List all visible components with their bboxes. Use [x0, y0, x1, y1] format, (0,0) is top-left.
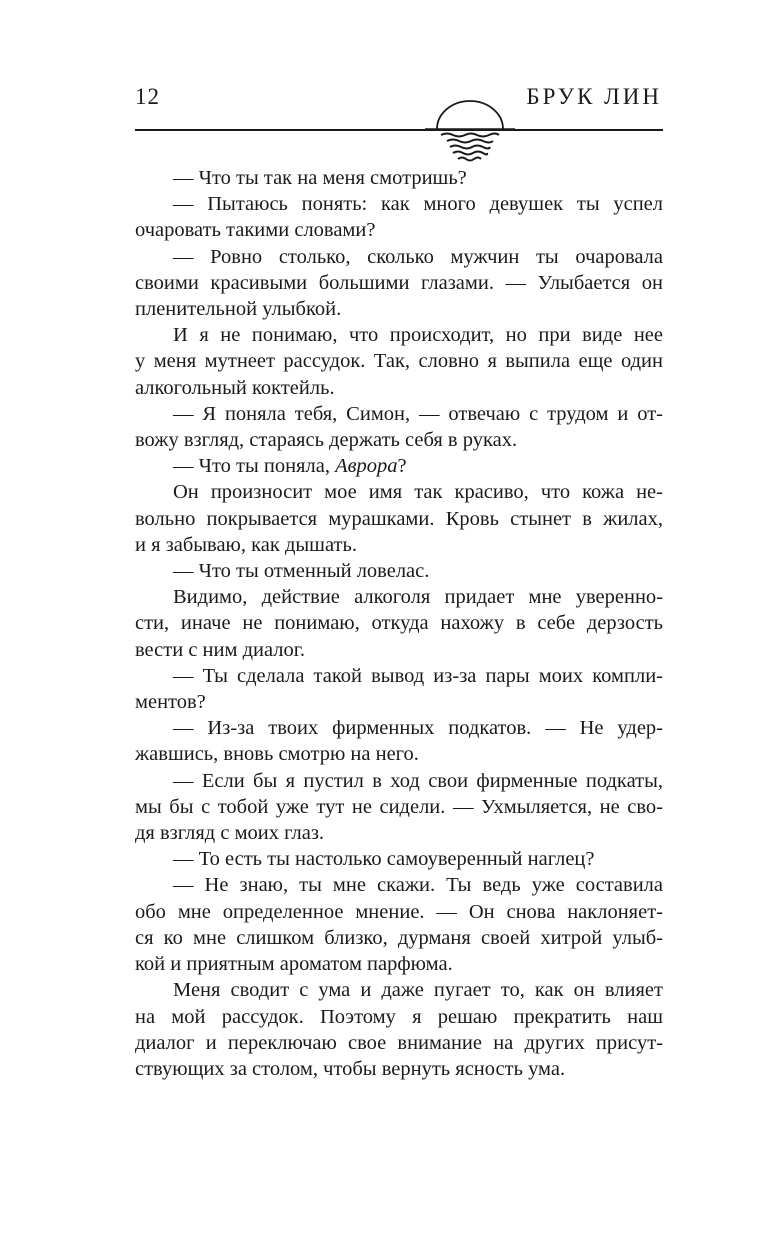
text-line: — Что ты так на меня смотришь?: [173, 167, 467, 189]
text-line: диалог и переключаю свое внимание на других присут-: [135, 1031, 663, 1054]
text-line: — Ровно столько, сколько мужчин ты очаровала: [173, 245, 663, 268]
text-line: сти, иначе не понимаю, откуда нахожу в себе дерзость: [135, 612, 663, 635]
running-head-author: БРУК ЛИН: [526, 84, 662, 109]
text-line: вести с ним диалог.: [135, 638, 305, 661]
text-line: Меня сводит с ума и даже пугает то, как он влияет: [173, 979, 663, 1002]
body-text: [135, 165, 663, 1082]
text-line: — Что ты поняла, Аврора?: [173, 455, 407, 478]
text-line: своими красивыми большими глазами. — Улыбается он: [135, 271, 663, 294]
text-line: Видимо, действие алкоголя придает мне уверенно-: [173, 586, 663, 609]
text-line: Он произносит мое имя так красиво, что кожа не-: [173, 481, 663, 504]
text-line: обо мне определенное мнение. — Он снова наклоняет-: [135, 900, 663, 923]
text-line: жавшись, вновь смотрю на него.: [135, 743, 419, 766]
header-rule: [135, 129, 663, 131]
text-line: — Пытаюсь понять: как много девушек ты успел: [173, 193, 663, 216]
text-line: вожу взгляд, стараясь держать себя в руках.: [135, 429, 518, 452]
text-line: И я не понимаю, что происходит, но при виде нее: [173, 324, 663, 347]
text-line: — То есть ты настолько самоуверенный наглец?: [173, 848, 595, 871]
text-line: очаровать такими словами?: [135, 219, 376, 242]
text-line: мы бы с тобой уже тут не сидели. — Ухмыляется, не сво-: [135, 795, 663, 818]
text-line: — Из-за твоих фирменных подкатов. — Не удер-: [173, 717, 663, 740]
text-line: — Не знаю, ты мне скажи. Ты ведь уже составила: [173, 874, 663, 897]
text-line: ся ко мне слишком близко, дурманя своей хитрой улыб-: [135, 926, 663, 949]
text-line: вольно покрывается мурашками. Кровь стынет в жилах,: [135, 507, 663, 530]
text-line: — Ты сделала такой вывод из-за пары моих компли-: [173, 664, 663, 687]
text-line: у меня мутнеет рассудок. Так, словно я выпила еще один: [135, 350, 663, 373]
page-number: 12: [135, 84, 160, 109]
text-line: — Если бы я пустил в ход свои фирменные подкаты,: [173, 769, 663, 792]
text-line: дя взгляд с моих глаз.: [135, 822, 325, 845]
text-line: ствующих за столом, чтобы вернуть ясность ума.: [135, 1057, 566, 1080]
text-line: и я забываю, как дышать.: [135, 533, 357, 556]
text-line: на мой рассудок. Поэтому я решаю прекратить наш: [135, 1005, 663, 1028]
text-line: — Что ты отменный ловелас.: [173, 560, 430, 583]
text-line: алкогольный коктейль.: [135, 376, 335, 399]
sunset-over-water-icon: [425, 95, 515, 167]
text-line: кой и приятным ароматом парфюма.: [135, 953, 453, 976]
text-line: ментов?: [135, 691, 206, 714]
text-line: пленительной улыбкой.: [135, 298, 342, 321]
text-line: — Я поняла тебя, Симон, — отвечаю с трудом и от-: [173, 402, 663, 425]
